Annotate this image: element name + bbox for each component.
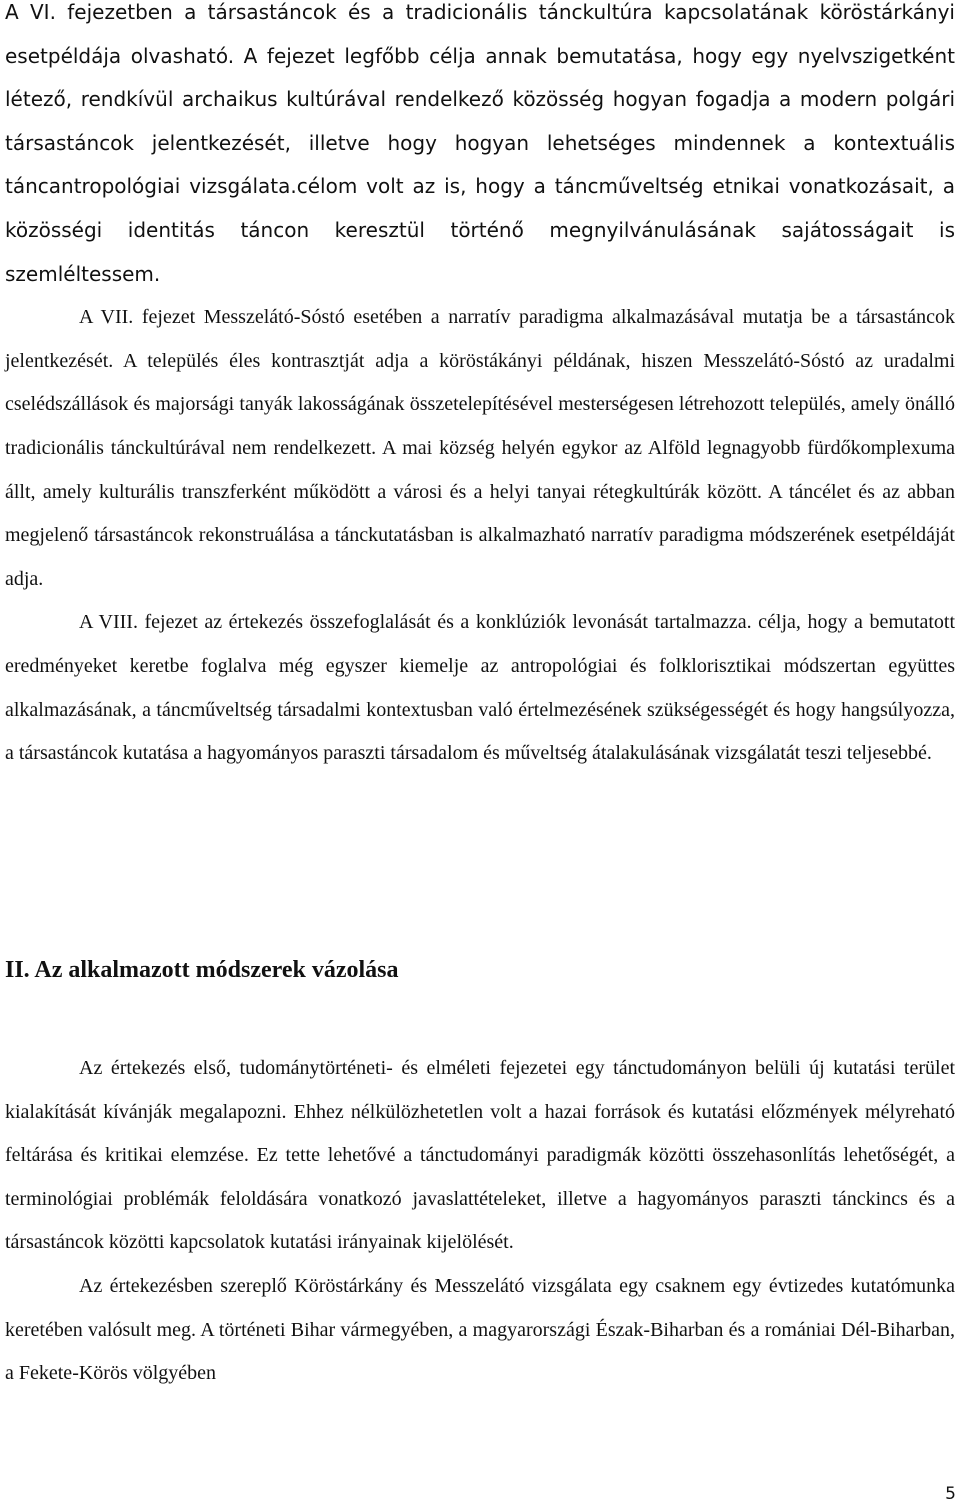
paragraph-methods-1: Az értekezés első, tudománytörténeti- és elméleti fejezetei egy tánctudományon belüli új kutatási terület kialakítását kívánják megalapozni. Ehhez nélkülözhetetlen volt a hazai források és kutatási előzmények mélyreható feltárása és kritikai elemzése. Ez tette lehetővé a tánctudományi paradigmák közötti összehasonlítás lehetőségét, a terminológiai problémák feloldására vonatkozó javaslattételeket, illetve a hagyományos paraszti tánckincs és a társastáncok közötti kapcsolatok kutatási irányainak kijelölését. — [5, 1057, 955, 1254]
body-text-bottom — [5, 1047, 955, 1396]
section-heading: II. Az alkalmazott módszerek vázolása — [5, 957, 399, 983]
page-number: 5 — [945, 1484, 956, 1504]
paragraph-chapter-7: A VII. fejezet Messzelátó-Sóstó esetében a narratív paradigma alkalmazásával mutatja be a társastáncok jelentkezését. A település éles kontrasztját adja a köröstákányi példának, hiszen Messzelátó-Sóstó az uradalmi cselédszállások és majorsági tanyák lakosságának összetelepítésével mesterségesen létrehozott település, amely önálló tradicionális tánckultúrával nem rendelkezett. A mai község helyén egykor az Alföld legnagyobb fürdőkomplexuma állt, amely kulturális transzferként működött a városi és a helyi tanyai rétegkultúrák között. A táncélet és az abban megjelenő társastáncok rekonstruálása a tánckutatásban is alkalmazható narratív paradigma módszerének esetpéldáját adja. — [5, 306, 955, 590]
body-text-top — [5, 0, 955, 776]
paragraph-chapter-6: A VI. fejezetben a társastáncok és a tradicionális tánckultúra kapcsolatának köröstárkányi esetpéldája olvasható. A fejezet legfőbb célja annak bemutatása, hogy egy nyelvszigetként létező, rendkívül archaikus kultúrával rendelkező közösség hogyan fogadja a modern polgári társastáncok jelentkezését, illetve hogy hogyan lehetséges mindennek a kontextuális táncantropológiai vizsgálata.célom volt az is, hogy a táncműveltség etnikai vonatkozásait, a közösségi identitás táncon keresztül történő megnyilvánulásának sajátosságait is szemléltessem. — [5, 0, 955, 286]
paragraph-methods-2: Az értekezésben szereplő Köröstárkány és Messzelátó vizsgálata egy csaknem egy évtizedes kutatómunka keretében valósult meg. A történeti Bihar vármegyében, a magyarországi Észak-Biharban és a romániai Dél-Biharban, a Fekete-Körös völgyében — [5, 1274, 955, 1385]
paragraph-chapter-8: A VIII. fejezet az értekezés összefoglalását és a konklúziók levonását tartalmazza. célja, hogy a bemutatott eredményeket keretbe foglalva még egyszer kiemelje az antropológiai és folklorisztikai módszertan együttes alkalmazásának, a táncműveltség társadalmi kontextusban való értelmezésének szükségességét és hogy hangsúlyozza, a társastáncok kutatása a hagyományos paraszti társadalom és műveltség átalakulásának vizsgálatát teszi teljesebbé. — [5, 611, 955, 765]
